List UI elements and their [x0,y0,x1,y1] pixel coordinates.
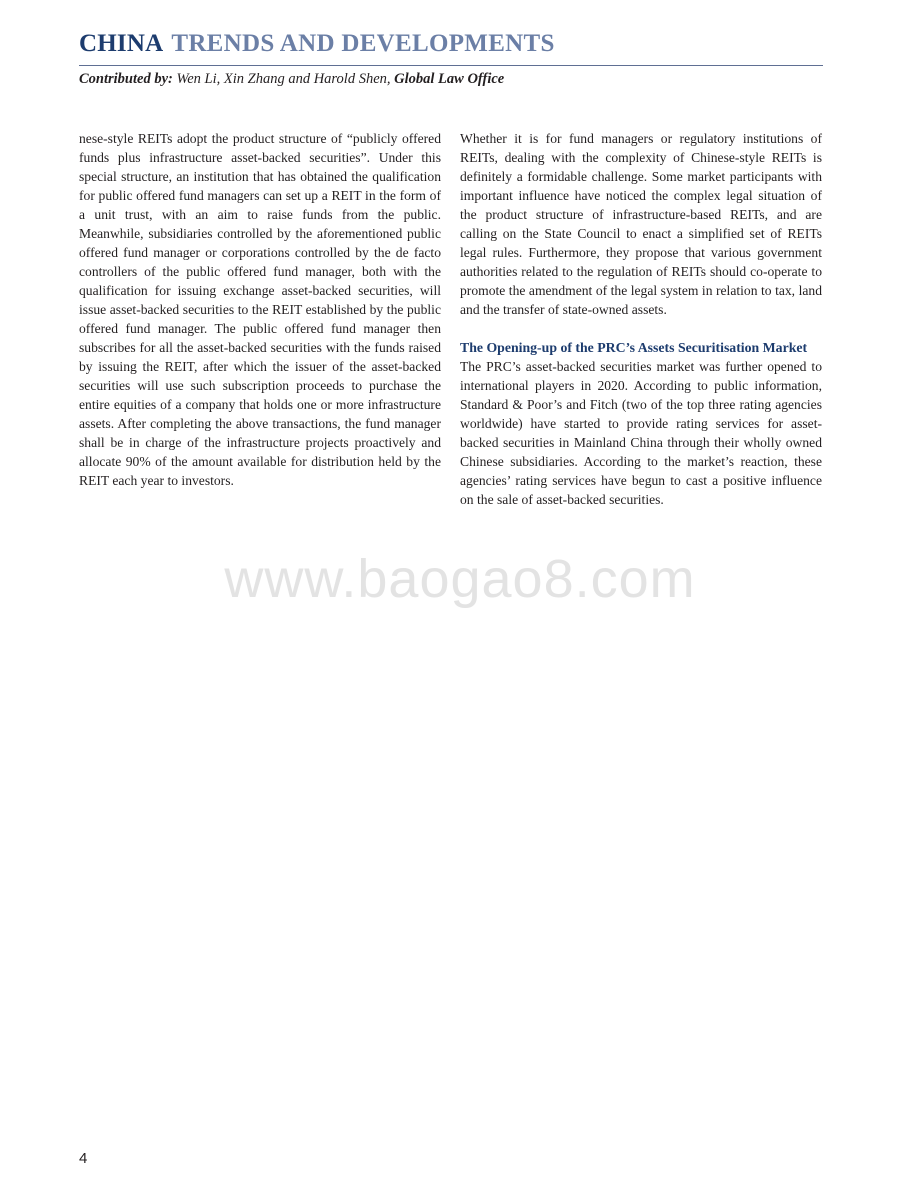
country-title: CHINA [79,30,164,57]
contributed-label: Contributed by: [79,71,173,87]
page-number: 4 [79,1150,88,1167]
firm-name: Global Law Office [394,71,505,87]
page-header [79,30,823,88]
watermark: www.baogao8.com [224,549,696,609]
contributors-line [79,71,823,88]
section-subheading: The Opening-up of the PRC’s Assets Securitisation Market [460,340,808,355]
left-paragraph: nese-style REITs adopt the product structure of “publicly offered funds plus infrastructure asset-backed securities”. Under this special structure, an institution that has obtained the qualification for public offered fund managers can set up a REIT in the form of a unit trust, with an aim to raise funds from the public. Meanwhile, subsidiaries controlled by the aforementioned public offered fund manager or corporations controlled by the de facto controllers of the public offered fund manager, both with the qualification for issuing exchange asset-backed securities, will issue asset-backed securities to the REIT established by the public offered fund manager. The public offered fund manager then subscribes for all the asset-backed securities with the funds raised by issuing the REIT, after which the issuer of the asset-backed securities will use such subscription proceeds to purchase the entire equities of a company that holds one or more infrastructure assets. After completing the above transactions, the fund manager shall be in charge of the infrastructure projects proactively and allocate 90% of the amount available for distribution held by the REIT each year to investors. [79,131,441,488]
right-paragraph-1: Whether it is for fund managers or regulatory institutions of REITs, dealing with the complexity of Chinese-style REITs is definitely a formidable challenge. Some market participants with important influence have noticed the complex legal situation of the product structure of infrastructure-based REITs, and are calling on the State Council to enact a simplified set of REITs legal rules. Furthermore, they propose that various government authorities related to the regulation of REITs should co-operate to promote the amendment of the legal system in relation to tax, land and the transfer of state-owned assets. [460,131,822,317]
contributors-names: Wen Li, Xin Zhang and Harold Shen, [176,71,391,87]
right-paragraph-2: The PRC’s asset-backed securities market was further opened to international players in 2020. According to public information, Standard & Poor’s and Fitch (two of the top three rating agencies worldwide) have started to provide rating services for asset-backed securities in Mainland China through their wholly owned Chinese subsidiaries. According to the market’s reaction, these agencies’ rating services have begun to cast a positive influence on the sale of asset-backed securities. [460,359,822,507]
section-title: TRENDS AND DEVELOPMENTS [171,30,555,57]
left-column [79,129,441,490]
title-line [79,30,823,66]
right-column [460,129,822,509]
